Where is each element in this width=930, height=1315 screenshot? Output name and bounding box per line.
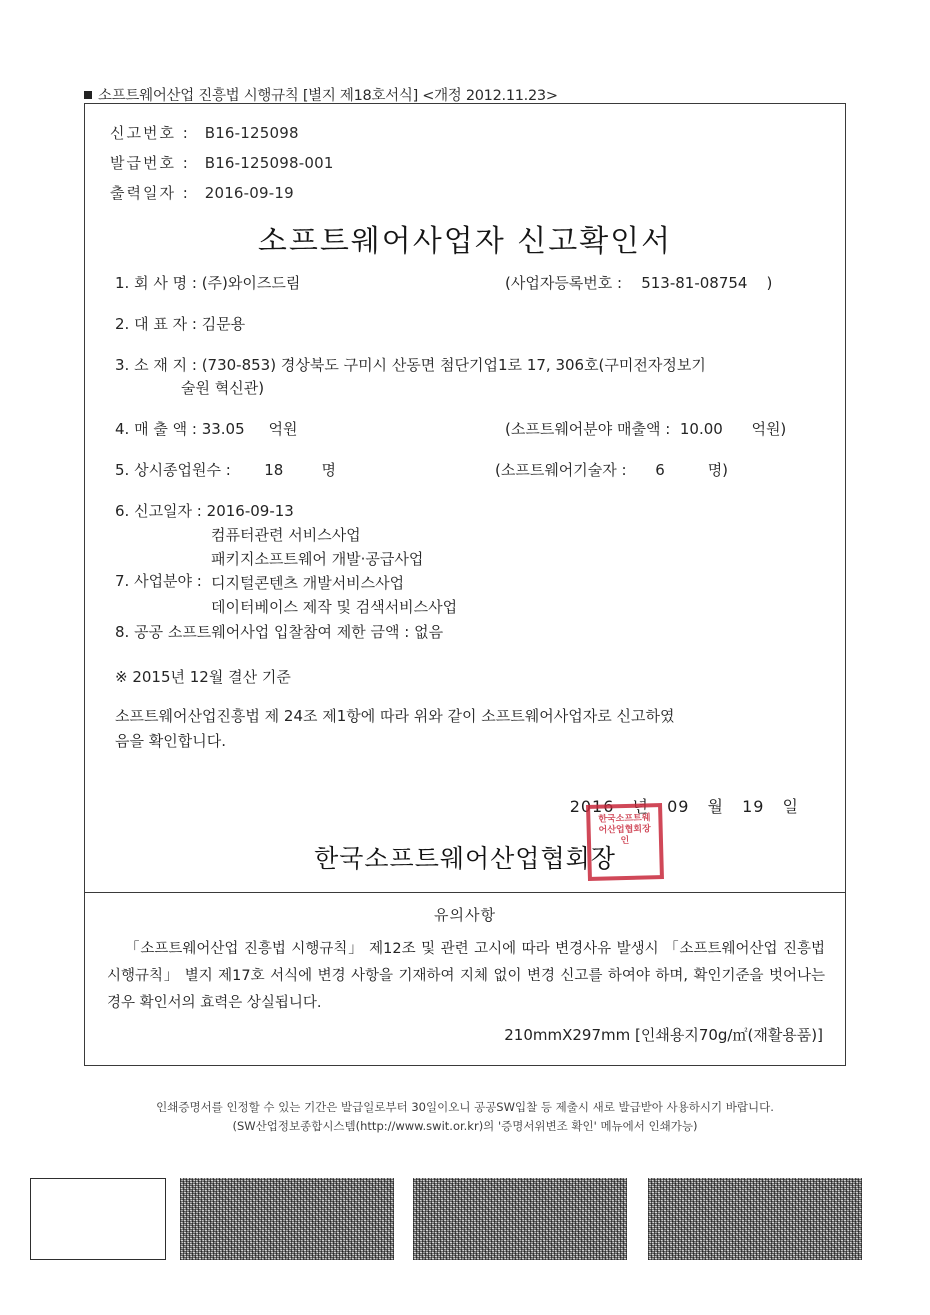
biz-reg-label: (사업자등록번호 : xyxy=(505,274,623,292)
item-public-bid-limit xyxy=(115,621,825,644)
employees-unit: 명 xyxy=(321,461,336,479)
issuer-name: 한국소프트웨어산업협회장 xyxy=(314,844,616,873)
notice-body: 「소프트웨어산업 진흥법 시행규칙」 제12조 및 관련 고시에 따라 변경사유 발생시 「소프트웨어산업 진흥법 시행규칙」 별지 제17호 서식에 변경 사항을 기재하여 지체 없이 변경 신고를 하여야 하며, 확인기준을 벗어나는 경우 확인서의 효력은 상실됩니다. xyxy=(107,941,825,1011)
issue-month: 09 xyxy=(667,797,690,816)
employees-value: 18 xyxy=(264,461,284,479)
notice-divider xyxy=(85,892,845,893)
report-number-row xyxy=(110,118,334,148)
item-employees xyxy=(115,459,825,482)
statement-line-2: 음을 확인합니다. xyxy=(115,732,226,750)
issue-day-unit: 일 xyxy=(782,797,799,816)
seal-text: 한국소프트웨어산업협회장인 xyxy=(598,813,651,847)
item-ceo xyxy=(115,313,825,336)
number-block xyxy=(110,118,334,208)
report-date-label: 6. 신고일자 : xyxy=(115,502,202,520)
item-address xyxy=(115,354,825,400)
business-field-item: 컴퓨터관련 서비스사업 xyxy=(211,526,361,544)
report-date-value: 2016-09-13 xyxy=(206,502,294,520)
item-business-fields xyxy=(115,526,825,616)
footer-line-1: 인쇄증명서를 인정할 수 있는 기간은 발급일로부터 30일이오니 공공SW입찰 등 제출시 새로 발급받아 사용하시기 바랍니다. xyxy=(156,1100,774,1114)
print-date-row xyxy=(110,178,334,208)
issue-number-value: B16-125098-001 xyxy=(204,154,334,172)
address-value: (730-853) 경상북도 구미시 산동면 첨단기업1로 17, 306호(구미전자정보기 xyxy=(201,356,706,374)
business-field-list xyxy=(211,523,457,619)
sw-revenue xyxy=(505,418,786,441)
engineers-unit: 명) xyxy=(707,461,729,479)
issue-year-unit: 년 xyxy=(632,797,649,816)
engineers-value: 6 xyxy=(655,461,665,479)
statement-line-1: 소프트웨어산업진흥법 제 24조 제1항에 따라 위와 같이 소프트웨어사업자로 신고하였 xyxy=(115,707,675,725)
official-seal-stamp xyxy=(586,803,664,881)
business-field-item: 디지털콘텐츠 개발서비스사업 xyxy=(211,574,405,592)
biz-field-label: 7. 사업분야 : xyxy=(115,572,202,590)
security-pattern-block xyxy=(413,1178,627,1260)
business-field-item: 패키지소프트웨어 개발·공급사업 xyxy=(211,550,424,568)
footer-line-2: (SW산업정보종합시스템(http://www.swit.or.kr)의 '증명서위변조 확인' 메뉴에서 인쇄가능) xyxy=(232,1119,698,1133)
report-number-value: B16-125098 xyxy=(204,124,299,142)
security-pattern-block xyxy=(648,1178,862,1260)
form-header xyxy=(84,84,724,105)
confirmation-statement xyxy=(115,704,815,754)
item-report-date xyxy=(115,500,825,523)
address-label: 3. 소 재 지 : xyxy=(115,356,197,374)
issue-month-unit: 월 xyxy=(707,797,724,816)
business-registration xyxy=(505,272,772,295)
issue-number-label: 발급번호 : xyxy=(110,154,190,172)
company-label: 1. 회 사 명 : xyxy=(115,274,197,292)
address-value-line2: 술원 혁신관) xyxy=(181,379,265,397)
item-company xyxy=(115,272,825,295)
blank-box xyxy=(30,1178,166,1260)
biz-reg-value: 513-81-08754 xyxy=(641,274,748,292)
certificate-title: 소프트웨어사업자 신고확인서 xyxy=(257,224,673,259)
engineers-label: (소프트웨어기술자 : xyxy=(495,461,627,479)
revenue-label: 4. 매 출 액 : xyxy=(115,420,197,438)
sw-revenue-label: (소프트웨어분야 매출액 : xyxy=(505,420,671,438)
issue-number-row xyxy=(110,148,334,178)
company-value: (주)와이즈드림 xyxy=(201,274,301,292)
bullet-square-icon xyxy=(84,91,92,99)
issue-year: 2016 xyxy=(569,797,615,816)
sw-revenue-unit: 억원) xyxy=(751,420,787,438)
business-field-item: 데이터베이스 제작 및 검색서비스사업 xyxy=(211,598,458,616)
form-header-text: 소프트웨어산업 진흥법 시행규칙 [별지 제18호서식] <개정 2012.11.23> xyxy=(98,88,558,104)
certificate-border-box xyxy=(84,103,846,1066)
report-number-label: 신고번호 : xyxy=(110,124,190,142)
public-bid-label: 8. 공공 소프트웨어사업 입찰참여 제한 금액 : xyxy=(115,623,410,641)
notice-title: 유의사항 xyxy=(434,906,496,924)
revenue-unit: 억원 xyxy=(268,420,298,438)
revenue-value: 33.05 xyxy=(201,420,245,438)
certificate-items xyxy=(115,272,825,707)
item-footnote: ※ 2015년 12월 결산 기준 xyxy=(115,668,291,686)
sw-revenue-value: 10.00 xyxy=(679,420,723,438)
item-revenue xyxy=(115,418,825,441)
security-pattern-block xyxy=(180,1178,394,1260)
engineers xyxy=(495,459,728,482)
ceo-value: 김문용 xyxy=(201,315,246,333)
print-date-label: 출력일자 : xyxy=(110,184,190,202)
paper-spec: 210mmX297mm [인쇄용지70g/㎡(재활용품)] xyxy=(504,1026,823,1044)
issue-day: 19 xyxy=(742,797,765,816)
public-bid-value: 없음 xyxy=(414,623,444,641)
footer-note xyxy=(84,1098,846,1136)
ceo-label: 2. 대 표 자 : xyxy=(115,315,197,333)
employees-label: 5. 상시종업원수 : xyxy=(115,461,231,479)
biz-reg-close: ) xyxy=(766,274,773,292)
print-date-value: 2016-09-19 xyxy=(204,184,294,202)
